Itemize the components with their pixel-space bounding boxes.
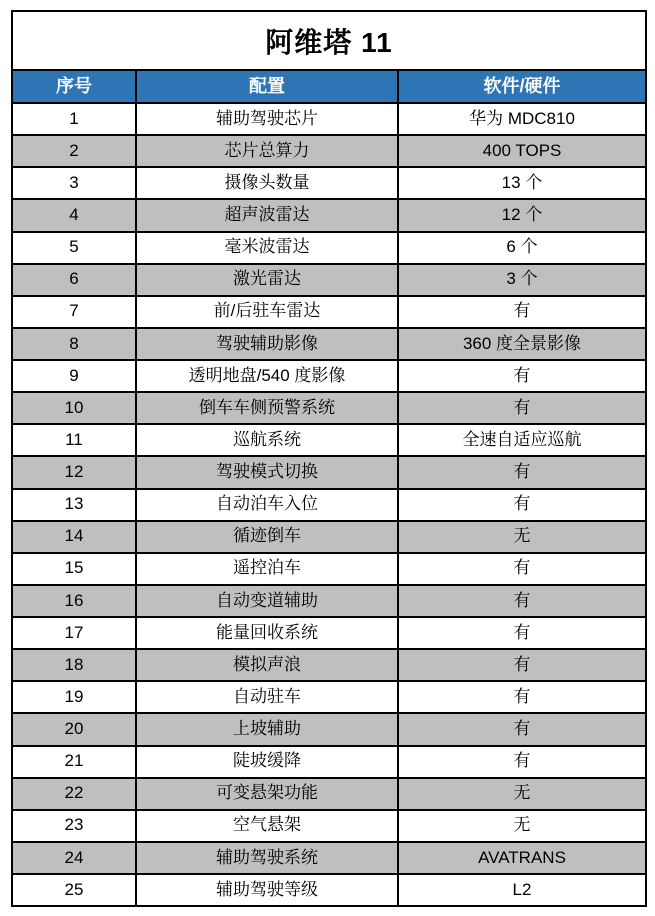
config-cell: 辅助驾驶芯片 (137, 104, 399, 134)
value-cell: 华为 MDC810 (469, 108, 575, 128)
table-row (13, 777, 645, 809)
config-cell: 激光雷达 (137, 265, 399, 295)
config-cell: 芯片总算力 (137, 136, 399, 166)
value-cell: 有 (513, 751, 531, 771)
value-cell: 400 TOPS (482, 140, 562, 160)
config-cell: 辅助驾驶等级 (137, 875, 399, 905)
value-cell: L2 (512, 879, 532, 899)
value-cell: 3 个 (506, 269, 538, 289)
spec-table (11, 10, 647, 907)
config-cell: 辅助驾驶系统 (137, 843, 399, 873)
table-row (13, 616, 645, 648)
config-cell: 陡坡缓降 (137, 747, 399, 777)
config-cell: 能量回收系统 (137, 618, 399, 648)
table-row (13, 263, 645, 295)
config-cell: 巡航系统 (137, 425, 399, 455)
row-index-cell: 16 (13, 586, 137, 616)
row-index-cell: 12 (13, 457, 137, 487)
table-row (13, 134, 645, 166)
table-row (13, 104, 645, 134)
row-index-cell: 11 (13, 425, 137, 455)
value-cell: 有 (513, 686, 531, 706)
row-index-cell: 21 (13, 747, 137, 777)
value-cell: 6 个 (506, 237, 538, 257)
table-row (13, 391, 645, 423)
config-cell: 空气悬架 (137, 811, 399, 841)
table-header-row (13, 69, 645, 104)
row-index-cell: 24 (13, 843, 137, 873)
table-row (13, 873, 645, 905)
row-index-cell: 1 (13, 104, 137, 134)
config-cell: 驾驶辅助影像 (137, 329, 399, 359)
config-cell: 超声波雷达 (137, 200, 399, 230)
table-row (13, 295, 645, 327)
value-cell: 13 个 (501, 172, 543, 192)
value-cell: 有 (513, 494, 531, 514)
config-cell: 毫米波雷达 (137, 233, 399, 263)
value-cell: 有 (513, 654, 531, 674)
column-header-index: 序号 (13, 71, 137, 102)
row-index-cell: 10 (13, 393, 137, 423)
row-index-cell: 9 (13, 361, 137, 391)
row-index-cell: 23 (13, 811, 137, 841)
value-cell: 无 (513, 783, 531, 803)
table-row (13, 327, 645, 359)
table-row (13, 584, 645, 616)
value-cell: 有 (513, 622, 531, 642)
value-cell: 12 个 (501, 205, 543, 225)
table-row (13, 455, 645, 487)
row-index-cell: 6 (13, 265, 137, 295)
config-cell: 循迹倒车 (137, 522, 399, 552)
row-index-cell: 2 (13, 136, 137, 166)
table-row (13, 680, 645, 712)
row-index-cell: 15 (13, 554, 137, 584)
table-row (13, 648, 645, 680)
table-row (13, 359, 645, 391)
table-row (13, 520, 645, 552)
value-cell: 全速自适应巡航 (462, 429, 582, 449)
column-header-config: 配置 (137, 71, 399, 102)
table-row (13, 166, 645, 198)
table-row (13, 745, 645, 777)
value-cell: 有 (513, 558, 531, 578)
row-index-cell: 3 (13, 168, 137, 198)
row-index-cell: 20 (13, 714, 137, 744)
column-header-software-hardware: 软件/硬件 (483, 75, 561, 96)
config-cell: 摄像头数量 (137, 168, 399, 198)
table-row (13, 712, 645, 744)
row-index-cell: 4 (13, 200, 137, 230)
config-cell: 上坡辅助 (137, 714, 399, 744)
value-cell: 无 (513, 526, 531, 546)
value-cell: 有 (513, 397, 531, 417)
config-cell: 自动驻车 (137, 682, 399, 712)
config-cell: 驾驶模式切换 (137, 457, 399, 487)
table-row (13, 231, 645, 263)
row-index-cell: 5 (13, 233, 137, 263)
value-cell: 有 (513, 301, 531, 321)
value-cell: 有 (513, 462, 531, 482)
config-cell: 透明地盘/540 度影像 (137, 361, 399, 391)
config-cell: 自动泊车入位 (137, 490, 399, 520)
value-cell: 有 (513, 365, 531, 385)
table-row (13, 488, 645, 520)
table-row (13, 809, 645, 841)
config-cell: 可变悬架功能 (137, 779, 399, 809)
value-cell: 有 (513, 719, 531, 739)
table-row (13, 198, 645, 230)
config-cell: 自动变道辅助 (137, 586, 399, 616)
table-body (13, 104, 645, 905)
row-index-cell: 17 (13, 618, 137, 648)
table-row (13, 423, 645, 455)
row-index-cell: 18 (13, 650, 137, 680)
value-cell: AVATRANS (478, 847, 566, 867)
row-index-cell: 25 (13, 875, 137, 905)
table-row (13, 552, 645, 584)
config-cell: 前/后驻车雷达 (137, 297, 399, 327)
page-title: 阿维塔 11 (265, 26, 393, 58)
config-cell: 倒车车侧预警系统 (137, 393, 399, 423)
row-index-cell: 22 (13, 779, 137, 809)
config-cell: 遥控泊车 (137, 554, 399, 584)
row-index-cell: 8 (13, 329, 137, 359)
table-row (13, 841, 645, 873)
row-index-cell: 19 (13, 682, 137, 712)
row-index-cell: 13 (13, 490, 137, 520)
value-cell: 无 (513, 815, 531, 835)
value-cell: 360 度全景影像 (462, 333, 582, 353)
config-cell: 模拟声浪 (137, 650, 399, 680)
value-cell: 有 (513, 590, 531, 610)
row-index-cell: 14 (13, 522, 137, 552)
row-index-cell: 7 (13, 297, 137, 327)
